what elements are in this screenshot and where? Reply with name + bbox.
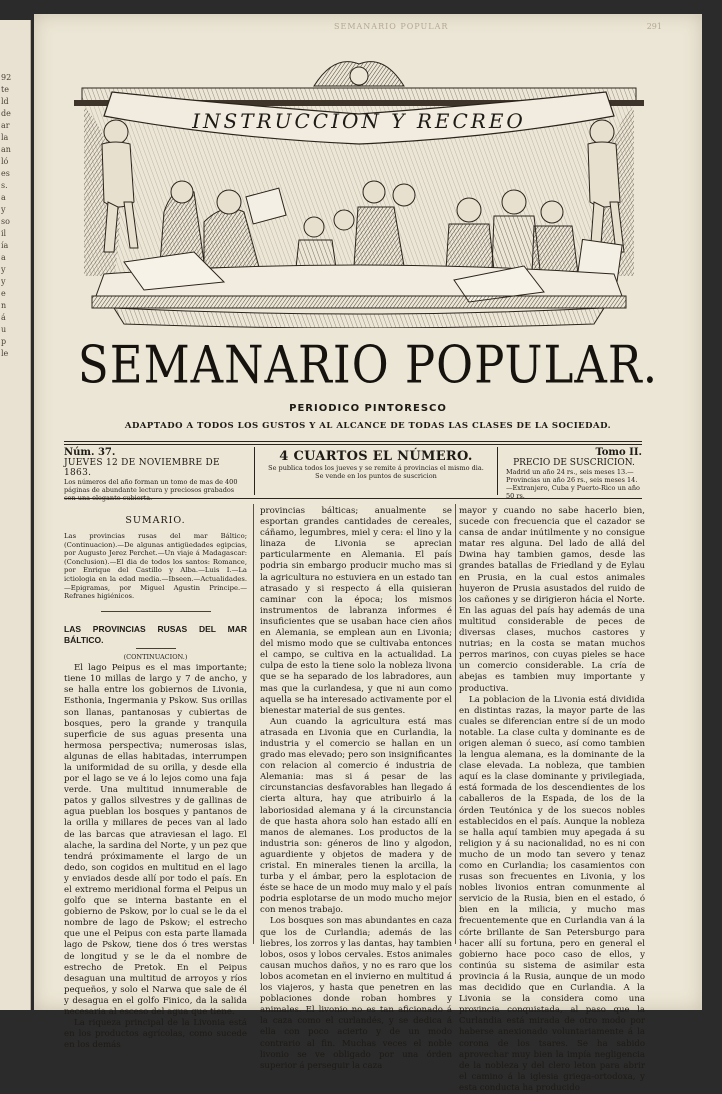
column-divider-2	[455, 504, 456, 944]
article-title: LAS PROVINCIAS RUSAS DEL MAR BÁLTICO.	[64, 623, 247, 645]
paragraph: Aun cuando la agricultura está mas atrasada en Livonia que en Curlandia, la industria y el comercio se hallan en un grado mas elevado; pero son insignificantes con relacion al comercio é industria de Alemania: mas si á pesar de las circunstancias desfavorables han llegado á cierta altura, hay que atribuirlo á la laboriosidad alemana y á la circunstancia de que hasta ahora solo han estado allí en manos de alemanes. Los productos de la industria son: géneros de lino y algodon, aguardiente y objetos de madera y de cristal. En minerales tienen la arcilla, la turba y el ámbar, pero la esplotacion de éste se hace de un modo muy malo y el país podria esplotarse de un modo mucho mejor con menos trabajo.	[260, 716, 452, 916]
paragraph: La poblacion de la Livonia está dividida en distintas razas, la mayor parte de las cuales se diferencian entre sí de un modo notable. La clase culta y dominante es de origen aleman ó sueco, así como tambien la lengua alemana, es la dominante de la clase elevada. La nobleza, que tambien aquí es la clase dominante y privilegiada, está formada de los descendientes de los caballeros de la Espada, de los de la órden Teutónica y de los suecos nobles establecidos en el país. Aunque la nobleza se halla aquí tambien muy apegada á su religion y á su nacionalidad, no es ni con mucho de un modo tan severo y tenaz como en Curlandia; los casamientos con rusas son frecuentes en Livonia, y los nobles livonios entran comunmente al servicio de la Rusia, bien en el estado, ó bien en la milicia, y mucho mas frecuentemente que en Curlandia van á la córte brillante de San Petersburgo para hacer allí su fortuna, pero en general el gobierno hace poco caso de ellos, y continúa su sistema de asimilar esta provincia á la Rusia, aunque de un modo mas decidido que en Curlandia. A la Livonia se la considera como una provincia conquistada, al paso que la Curlandia está mirada de otro modo por haberse anexionado voluntariamente á la corona de los tsares. Se ha sabido aprovechar muy bien la impía negligencia de la nobleza y del clero leton para abrir el camino á la iglesia griega-ortodoxa, y esta conducta ha producido	[459, 694, 645, 1093]
left-page-fragment: il	[1, 229, 7, 238]
article-continued: (CONTINUACION.)	[123, 653, 188, 662]
left-page-fragment: n	[1, 301, 7, 310]
left-page-fragment: e	[1, 289, 6, 298]
left-page-fragment: la	[1, 133, 9, 142]
left-page-fragment: y	[1, 205, 6, 214]
paragraph: La riqueza principal de la Livonia está en los productos agrícolas, como sucede en los demás	[64, 1018, 247, 1051]
bleed-through-header: SEMANARIO POPULAR	[334, 22, 449, 31]
left-page-fragment: s.	[1, 181, 8, 190]
column-divider-1	[253, 504, 254, 944]
header-engraving	[74, 52, 644, 328]
left-page-edge	[0, 20, 31, 1010]
left-page-fragment: a	[1, 253, 6, 262]
volume-number: Tomo II.	[595, 447, 642, 458]
issue-date: JUEVES 12 DE NOVIEMBRE DE 1863.	[64, 458, 220, 478]
issue-price: 4 CUARTOS EL NÚMERO.	[279, 449, 473, 464]
left-page-fragment: an	[1, 145, 11, 154]
left-page-fragment: le	[1, 349, 9, 358]
newspaper-title: SEMANARIO POPULAR.	[77, 334, 659, 395]
left-page-fragment: ld	[1, 97, 9, 106]
left-page-fragment: ía	[1, 241, 9, 250]
sale-note: Se vende en los puntos de suscricion	[315, 472, 437, 480]
column-2	[260, 506, 452, 1072]
left-page-fragment: y	[1, 277, 6, 286]
bleed-through-number: 291	[646, 22, 662, 31]
left-page-fragment: ló	[1, 157, 9, 166]
subscription-block	[506, 447, 642, 500]
paragraph: El lago Peipus es el mas importante; tiene 10 millas de largo y 7 de ancho, y se halla entre los gobiernos de Livonia, Esthonia, Ingermania y Pskow. Sus orillas son llanas, pantanosas y cubiertas de bosques, pero la grande y tranquila superficie de sus aguas presenta una hermosa perspectiva; numerosas islas, algunas de ellas habitadas, interrumpen la uniformidad de su orilla, y desde ella por el lago se ve á lo lejos como una faja verde. Una multitud innumerable de patos y gallos silvestres y de gallinas de agua pueblan los bosques y pantanos de la orilla y millares de peces van al lado de las barcas que atraviesan el lago. El alache, la sardina del Norte, y un pez que tendrá próximamente el largo de un dedo, son cogidos en multitud en el lago y enviados desde allí por todo el país. En el extremo meridional forma el Peipus un golfo que se interna bastante en el gobierno de Pskow, por lo cual se le da el nombre de lago de Pskow; el estrecho que une el Peipus con esta parte llamada lago de Pskow, tiene dos ó tres werstas de longitud y se le da el nombre de estrecho de Pretok. En el Peipus desaguan una multitud de arroyos y ríos pequeños, y solo el Narwa que sale de él y desagua en el golfo Finico, da la salida necesaria al esceso del agua que tiene.	[64, 663, 247, 1018]
sumario-heading: SUMARIO.	[125, 515, 186, 526]
left-page-fragment: p	[1, 337, 7, 346]
publication-note: Se publica todos los jueves y se remite á provincias el mismo dia.	[268, 464, 484, 472]
left-page-fragment: te	[1, 85, 9, 94]
left-page-fragment: so	[1, 217, 10, 226]
subscription-prices: Madrid un año 24 rs., seis meses 13.—Provincias un año 26 rs., seis meses 14.—Extranjero, Cuba y Puerto-Rico un año 50 rs.	[506, 468, 640, 500]
paragraph: mayor y cuando no sabe hacerlo bien, sucede con frecuencia que el cazador se cansa de andar inútilmente y no consigue matar res alguna. Del lado de allá del Dwina hay tambien gamos, desde las grandes batallas de Friedland y de Eylau en Prusia, en la cual estos animales huyeron de Prusia asustados del ruido de los cañones y se dirigieron hácia el Norte. En las aguas del país hay además de una multitud considerable de peces de diversas clases, muchos castores y nutrias; en la costa se matan muchos perros marinos, con cuyas pieles se hace un comercio considerable. La cría de abejas es tambien muy importante y productiva.	[459, 506, 645, 694]
left-page-fragment: á	[1, 313, 6, 322]
paragraph: Los bosques son mas abundantes en caza que los de Curlandia; además de las liebres, los zorros y las dantas, hay tambien lobos, osos y lobos cervales. Estos animales causan muchos daños, y no es raro que los lobos acometan en el invierno en multitud á los viajeros, y hasta que penetren en las poblaciones donde roban hombres y animales. El livonio no es tan aficionado á la caza como el curlandés, y se dedica á ella con poco acierto y de un modo contrario al fin. Muchas veces el noble livonio se ve obligado por una órden superior á perseguir la caza	[260, 916, 452, 1071]
banner-text: INSTRUCCION Y RECREO	[192, 109, 526, 133]
issue-info	[64, 447, 244, 502]
column-1	[64, 507, 247, 1051]
info-bar	[64, 447, 642, 502]
top-rule-double	[64, 444, 642, 445]
newspaper-subtitle: PERIODICO PINTORESCO	[289, 403, 447, 414]
bottom-rule	[64, 498, 642, 499]
newspaper-page	[34, 14, 702, 1093]
title-divider	[136, 648, 176, 649]
left-page-fragment: a	[1, 193, 6, 202]
left-page-fragment: u	[1, 325, 7, 334]
issue-note: Los números del año forman un tomo de mas de 400 páginas de abundante lectura y preciosos grabados con una elegante cubierta.	[64, 478, 238, 502]
left-page-fragment: y	[1, 265, 6, 274]
column-3	[459, 506, 645, 1094]
left-page-fragment: 92	[1, 73, 12, 82]
top-rule	[64, 441, 642, 442]
left-page-fragment: es	[1, 169, 10, 178]
issue-number: Núm. 37.	[64, 447, 116, 458]
price-block	[254, 447, 498, 495]
left-page-fragment: ar	[1, 121, 10, 130]
left-page-fragment: de	[1, 109, 11, 118]
sumario-divider	[101, 611, 211, 612]
paragraph: provincias bálticas; anualmente se esportan grandes cantidades de cereales, cáñamo, legumbres, miel y cera: el lino y la linaza de Livonia se aprecian particularmente en Alemania. El país podria sin embargo producir mucho mas si la agricultura no estuviera en un estado tan atrasado y si respecto á ella quisieran caminar con la época; los mismos instrumentos de labranza informes é insuficientes que se usaban hace cien años en Alemania, se emplean aun en Livonia; del mismo modo que se cultivaba entonces el campo, se cultiva en la actualidad. La culpa de esto la tiene solo la nobleza livona que se ha separado de los labradores, aun mas que la curlandesa, y que ni aun como aquella se ha interesado activamente por el bienestar material de sus gentes.	[260, 506, 452, 716]
subscription-title: PRECIO DE SUSCRICION.	[513, 458, 635, 468]
sumario-text: Las provincias rusas del mar Báltico; (Continuacion).—De algunas antigüedades egipcias, por Augusto Jerez Perchet.—Un viaje á Madagascar: (Conclusion).—El dia de todos los santos: Romance, por Enrique del Castillo y Alba.—Luis I.—La ictiologia en la edad media.—Ibseen.—Actualidades.—Epigramas, por Miguel Agustin Principe.—Refranes higiénicos.	[64, 532, 247, 601]
newspaper-tagline: ADAPTADO A TODOS LOS GUSTOS Y AL ALCANCE DE TODAS LAS CLASES DE LA SOCIEDAD.	[124, 421, 612, 431]
